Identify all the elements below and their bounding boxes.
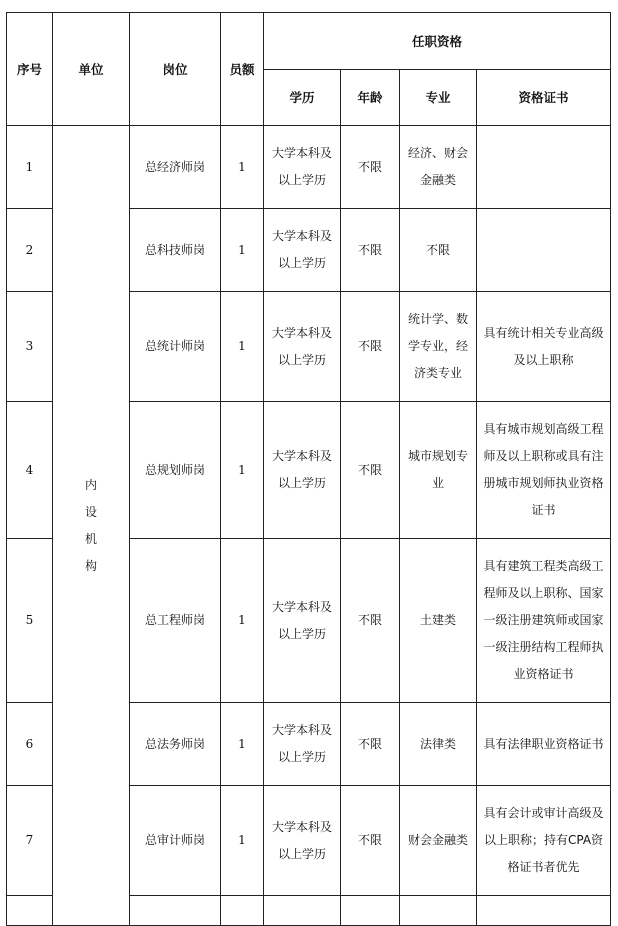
certificate-cell: 具有会计或审计高级及以上职称；持有CPA资格证书者优先 bbox=[477, 786, 611, 896]
seq-cell: 5 bbox=[7, 539, 53, 703]
certificate-cell bbox=[477, 126, 611, 209]
certificate-cell bbox=[477, 209, 611, 292]
age-cell: 不限 bbox=[341, 209, 400, 292]
seq-cell: 2 bbox=[7, 209, 53, 292]
education-cell: 大学本科及以上学历 bbox=[264, 126, 341, 209]
quota-cell: 1 bbox=[221, 402, 264, 539]
certificate-cell: 具有法律职业资格证书 bbox=[477, 703, 611, 786]
seq-cell: 4 bbox=[7, 402, 53, 539]
seq-cell-empty bbox=[7, 896, 53, 926]
header-qualifications: 任职资格 bbox=[264, 13, 611, 70]
post-cell: 总经济师岗 bbox=[130, 126, 221, 209]
major-cell: 统计学、数学专业，经济类专业 bbox=[400, 292, 477, 402]
certificate-cell-empty bbox=[477, 896, 611, 926]
unit-cell bbox=[53, 126, 130, 926]
certificate-cell: 具有建筑工程类高级工程师及以上职称、国家一级注册建筑师或国家一级注册结构工程师执业资格证书 bbox=[477, 539, 611, 703]
education-cell: 大学本科及以上学历 bbox=[264, 539, 341, 703]
education-cell: 大学本科及以上学历 bbox=[264, 402, 341, 539]
age-cell-empty bbox=[341, 896, 400, 926]
seq-cell: 7 bbox=[7, 786, 53, 896]
age-cell: 不限 bbox=[341, 126, 400, 209]
major-cell-empty bbox=[400, 896, 477, 926]
major-cell: 土建类 bbox=[400, 539, 477, 703]
quota-cell: 1 bbox=[221, 292, 264, 402]
table-row bbox=[7, 126, 611, 209]
certificate-cell: 具有城市规划高级工程师及以上职称或具有注册城市规划师执业资格证书 bbox=[477, 402, 611, 539]
post-cell: 总统计师岗 bbox=[130, 292, 221, 402]
age-cell: 不限 bbox=[341, 292, 400, 402]
header-post: 岗位 bbox=[130, 13, 221, 126]
quota-cell-empty bbox=[221, 896, 264, 926]
quota-cell: 1 bbox=[221, 209, 264, 292]
header-certificate: 资格证书 bbox=[477, 70, 611, 126]
major-cell: 财会金融类 bbox=[400, 786, 477, 896]
quota-cell: 1 bbox=[221, 786, 264, 896]
post-cell: 总法务师岗 bbox=[130, 703, 221, 786]
unit-name: 内 设 机 构 bbox=[84, 477, 97, 573]
quota-cell: 1 bbox=[221, 126, 264, 209]
education-cell: 大学本科及以上学历 bbox=[264, 209, 341, 292]
post-cell-empty bbox=[130, 896, 221, 926]
quota-cell: 1 bbox=[221, 539, 264, 703]
major-cell: 经济、财会金融类 bbox=[400, 126, 477, 209]
seq-cell: 6 bbox=[7, 703, 53, 786]
header-seq: 序号 bbox=[7, 13, 53, 126]
post-cell: 总规划师岗 bbox=[130, 402, 221, 539]
post-cell: 总工程师岗 bbox=[130, 539, 221, 703]
post-cell: 总审计师岗 bbox=[130, 786, 221, 896]
seq-cell: 3 bbox=[7, 292, 53, 402]
header-education: 学历 bbox=[264, 70, 341, 126]
header-age: 年龄 bbox=[341, 70, 400, 126]
seq-cell: 1 bbox=[7, 126, 53, 209]
age-cell: 不限 bbox=[341, 539, 400, 703]
education-cell: 大学本科及以上学历 bbox=[264, 786, 341, 896]
age-cell: 不限 bbox=[341, 402, 400, 539]
major-cell: 不限 bbox=[400, 209, 477, 292]
header-unit: 单位 bbox=[53, 13, 130, 126]
major-cell: 法律类 bbox=[400, 703, 477, 786]
header-row-top bbox=[7, 13, 611, 70]
certificate-cell: 具有统计相关专业高级及以上职称 bbox=[477, 292, 611, 402]
quota-cell: 1 bbox=[221, 703, 264, 786]
major-cell: 城市规划专业 bbox=[400, 402, 477, 539]
post-cell: 总科技师岗 bbox=[130, 209, 221, 292]
header-major: 专业 bbox=[400, 70, 477, 126]
header-quota: 员额 bbox=[221, 13, 264, 126]
education-cell: 大学本科及以上学历 bbox=[264, 292, 341, 402]
education-cell: 大学本科及以上学历 bbox=[264, 703, 341, 786]
age-cell: 不限 bbox=[341, 786, 400, 896]
qualification-table bbox=[6, 12, 611, 926]
age-cell: 不限 bbox=[341, 703, 400, 786]
education-cell-empty bbox=[264, 896, 341, 926]
